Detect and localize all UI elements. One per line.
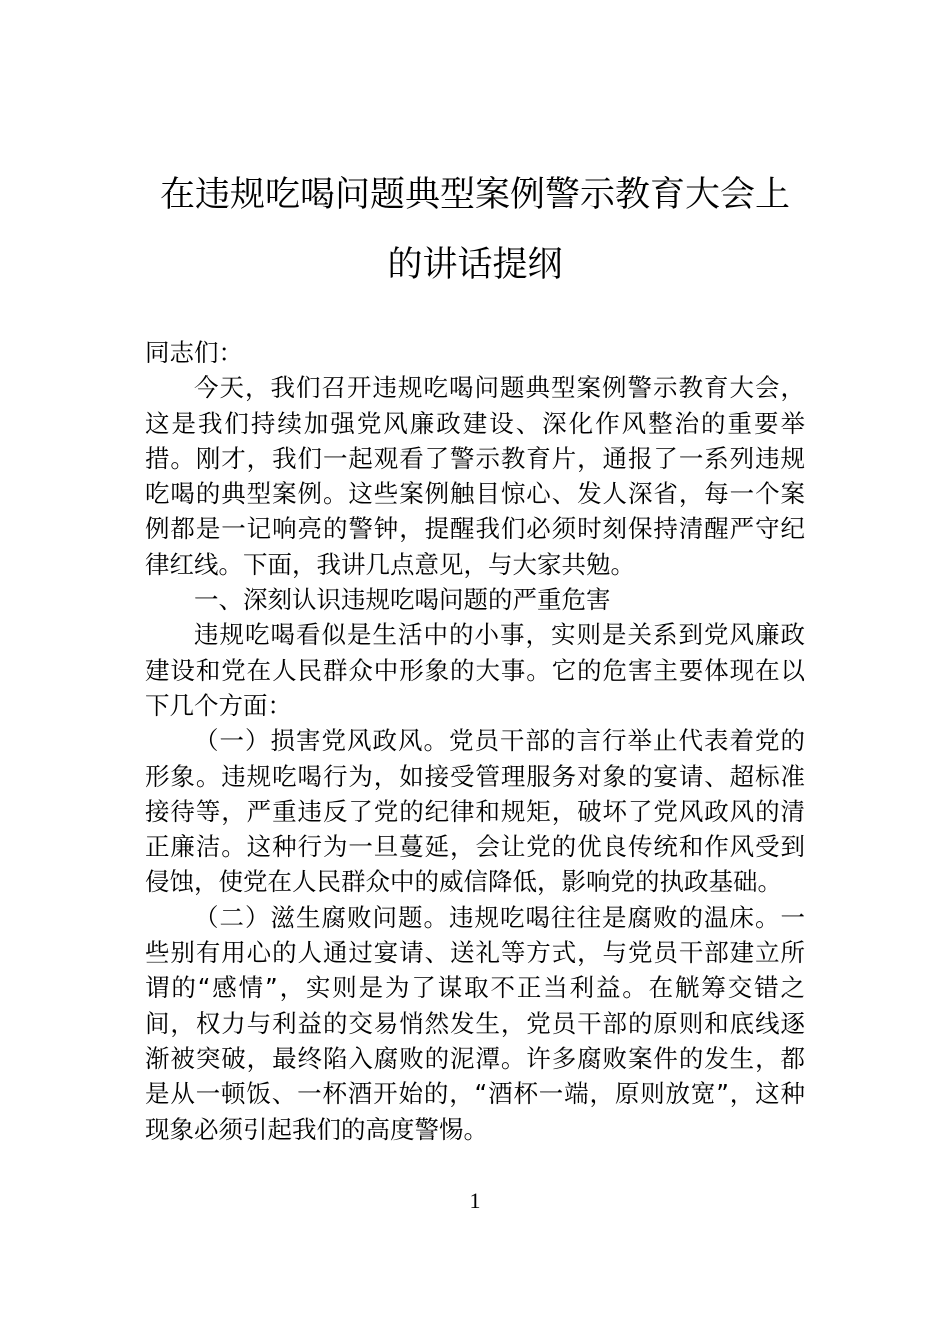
- paragraph-harm-overview: 违规吃喝看似是生活中的小事，实则是关系到党风廉政建设和党在人民群众中形象的大事。它的危害主要体现在以下几个方面：: [145, 620, 805, 720]
- paragraph-harm-2: （二）滋生腐败问题。违规吃喝往往是腐败的温床。一些别有用心的人通过宴请、送礼等方式，与党员干部建立所谓的“感情”，实则是为了谋取不正当利益。在觥筹交错之间，权力与利益的交易悄然发生，党员干部的原则和底线逐渐被突破，最终陷入腐败的泥潭。许多腐败案件的发生，都是从一顿饭、一杯酒开始的，“酒杯一端，原则放宽”，这种现象必须引起我们的高度警惕。: [145, 902, 805, 1144]
- page-number: 1: [469, 1188, 481, 1213]
- document-body: [145, 335, 805, 1147]
- greeting: 同志们：: [145, 338, 243, 367]
- document-title-line-2: 的讲话提纲: [387, 245, 563, 285]
- section-heading-1: 一、深刻认识违规吃喝问题的严重危害: [194, 585, 611, 615]
- paragraph-intro: 今天，我们召开违规吃喝问题典型案例警示教育大会，这是我们持续加强党风廉政建设、深化作风整治的重要举措。刚才，我们一起观看了警示教育片，通报了一系列违规吃喝的典型案例。这些案例触目惊心、发人深省，每一个案例都是一记响亮的警钟，提醒我们必须时刻保持清醒严守纪律红线。下面，我讲几点意见，与大家共勉。: [145, 373, 805, 579]
- document-title-line-1: 在违规吃喝问题典型案例警示教育大会上: [159, 175, 790, 215]
- paragraph-harm-1: （一）损害党风政风。党员干部的言行举止代表着党的形象。违规吃喝行为，如接受管理服务对象的宴请、超标准接待等，严重违反了党的纪律和规矩，破坏了党风政风的清正廉洁。这种行为一旦蔓延，会让党的优良传统和作风受到侵蚀，使党在人民群众中的威信降低，影响党的执政基础。: [145, 726, 805, 897]
